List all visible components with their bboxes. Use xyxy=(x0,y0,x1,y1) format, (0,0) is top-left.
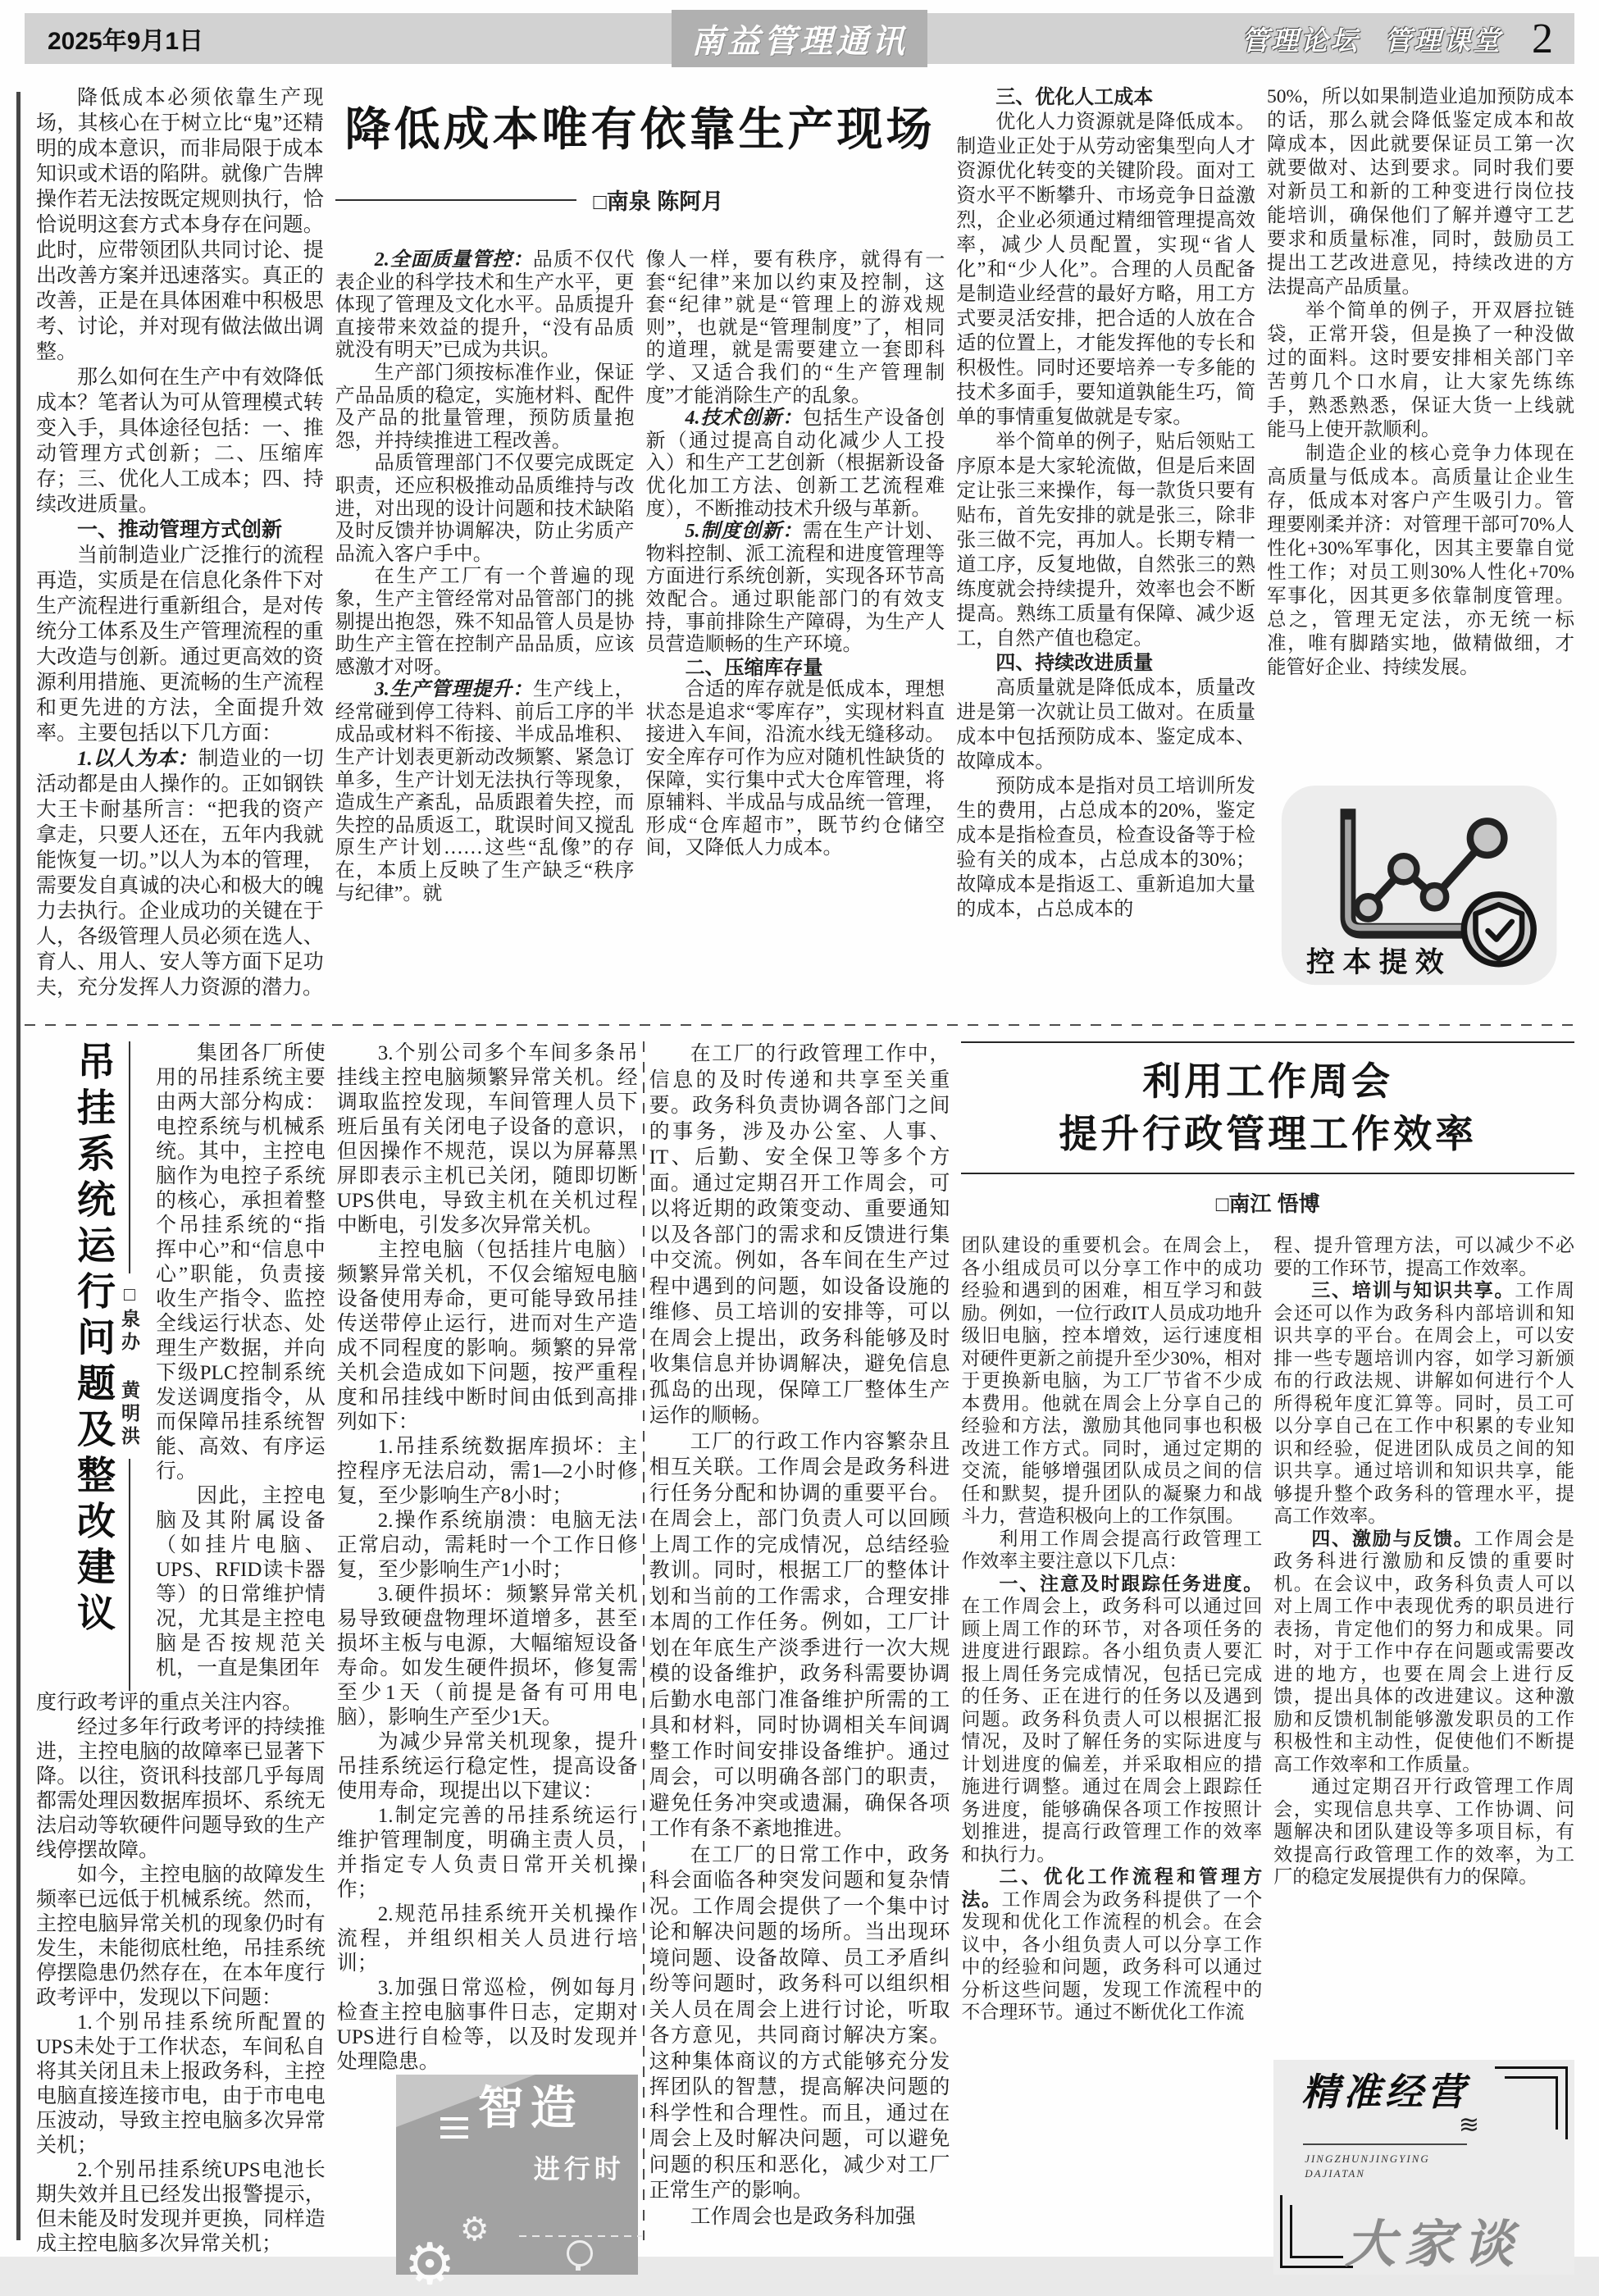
paragraph: 50%，所以如果制造业追加预防成本的话，那么就会降低鉴定成本和故障成本，因此就要保证员工第一次就要做对、达到要求。同时我们要对新员工和新的工种变进行岗位技能培训，确保他们了解并遵守工艺要求和质量标准，同时，鼓励员工提出工艺改进意见，持续改进的方法提高产品质量。 xyxy=(1267,86,1574,298)
paragraph: 1.个别吊挂系统所配置的UPS未处于工作状态，车间私自将其关闭且未上报政务科，主控电脑直接连接市电，由于市电电压波动，导致主控电脑多次异常关机； xyxy=(36,2011,326,2157)
paragraph: 3.个别公司多个车间多条吊挂线主控电脑频繁异常关机。经调取监控发现，车间管理人员下班后虽有关闭电子设备的意识，但因操作不规范，误以为屏幕黑屏即表示主机已关闭，随即切断UPS供电，导致主机在关机过程中断电，引发多次异常关机。 xyxy=(336,1042,638,1237)
paragraph: 举个简单的例子，贴后领贴工序原本是大家轮流做，但是后来固定让张三来操作，每一款货只要有贴布，首先安排的就是张三，除非张三做不完，再加人。长期专精一道工序，反复地做，自然张三的熟练度就会持续提升，效率也会不断提高。熟练工质量有保障、减少返工，自然产值也稳定。 xyxy=(956,431,1255,649)
paragraph: 通过定期召开行政管理工作周会，实现信息共享、工作协调、问题解决和团队建设等多项目标，有效提高行政管理工作的效率，为工厂的稳定发展提供有力的保障。 xyxy=(1273,1776,1574,1887)
paragraph: 在工厂的行政管理工作中，信息的及时传递和共享至关重要。政务科负责协调各部门之间的事务，涉及办公室、人事、IT、后勤、安全保卫等多个方面。通过定期召开工作周会，可以将近期的政策变动、重要通知以及各部门的需求和反馈进行集中交流。例如，各车间在生产过程中遇到的问题，如设备设施的维修、员工培训的安排等，可以在周会上提出，政务科能够及时收集信息并协调解决，避免信息孤岛的出现，保障工厂整体生产运作的顺畅。 xyxy=(649,1043,950,1427)
cost-efficiency-badge xyxy=(1280,779,1563,1000)
paragraph: 三、培训与知识共享。工作周会还可以作为政务科内部培训和知识共享的平台。在周会上，可以安排一些专题培训内容，如学习新颁布的行政法规、讲解如何进行个人所得税年度汇算等。同时，员工可以分享自己在工作中积累的专业知识和经验，促进团队成员之间的知识共享。通过培训和知识共享，能够提升整个政务科的管理水平，提高工作效率。 xyxy=(1273,1279,1574,1526)
section-label-2: 管理课堂 xyxy=(1384,26,1502,57)
talk-badge-latin xyxy=(1305,2152,1430,2181)
paragraph: 4.技术创新：包括生产设备创新（通过提高自动化减少人工投入）和生产工艺创新（根据新设备优化加工方法、创新工艺流程难度），不断推动技术升级与革新。 xyxy=(645,408,945,520)
article2-title-area xyxy=(36,1041,326,1691)
paragraph-lead: 四、激励与反馈。 xyxy=(1311,1527,1474,1549)
paragraph: 高质量就是降低成本，质量改进是第一次就让员工做对。在质量成本中包括预防成本、鉴定成本、故障成本。 xyxy=(956,677,1255,772)
vertical-rule-bottom xyxy=(129,1459,130,1691)
talk-badge-title: 精准经营 xyxy=(1301,2071,1469,2113)
article2-author-column xyxy=(112,1041,148,1691)
paragraph-lead: 5.制度创新： xyxy=(685,521,803,543)
article1-author: □南泉 陈阿月 xyxy=(593,189,724,214)
paragraph: 程、提升管理方法，可以减少不必要的工作环节，提高工作效率。 xyxy=(1273,1235,1574,1278)
chart-line-icon xyxy=(1280,779,1563,994)
paragraph: 3.生产管理提升：生产线上，经常碰到停工待料、前后工序的半成品或材料不衔接、半成品堆积、生产计划表更新动改频繁、紧急订单多，生产计划无法执行等现象，造成生产紊乱，品质跟着失控，而失控的品质返工，耽误时间又搅乱原生产计划……这些“乱像”的存在，本质上反映了生产缺乏“秩序与纪律”。就 xyxy=(335,679,635,904)
scan-edge-artifact xyxy=(16,92,20,2240)
article1-column-5 xyxy=(1267,85,1574,1018)
paragraph: 1.制定完善的吊挂系统运行维护管理制度，明确主责人员，并指定专人负责日常开关机操作； xyxy=(336,1805,638,1901)
paragraph: 品质管理部门不仅要完成既定职责，还应积极推动品质维持与改进，对出现的设计问题和技术缺陷及时反馈并协调解决，防止劣质产品流入客户手中。 xyxy=(335,453,635,565)
smart-badge-line1: 智造 xyxy=(477,2082,583,2134)
article1-column-5-text xyxy=(1267,85,1574,680)
article3-title-line2: 提升行政管理工作效率 xyxy=(1059,1114,1478,1156)
paragraph: 2.全面质量管控：品质不仅代表企业的科学技术和生产水平，更体现了管理及文化水平。品质提升直接带来效益的提升，“没有品质就没有明天”已成为共识。 xyxy=(335,249,635,362)
section-heading: 三、优化人工成本 xyxy=(995,86,1154,108)
vertical-rule-top xyxy=(129,1041,130,1273)
paragraph-lead: 三、培训与知识共享。 xyxy=(1311,1279,1515,1301)
talk-badge-latin1: JINGZHUNJINGYING xyxy=(1305,2152,1430,2165)
paragraph: 2.操作系统崩溃：电脑无法正常启动，需耗时一个工作日修复，至少影响生产1小时； xyxy=(336,1510,638,1581)
article1-author-row xyxy=(335,184,945,216)
paragraph: 1.以人为本：制造业的一切活动都是由人操作的。正如钢铁大王卡耐基所言：“把我的资产拿走，只要人还在，五年内我就能恢复一切。”以人为本的管理，需要发自真诚的决心和极大的魄力去执行。企业成功的关键在于人，各级管理人员必须在选人、育人、用人、安人等方面下足功夫，充分发挥人力资源的潜力。 xyxy=(36,748,324,999)
paragraph: 工作周会也是政务科加强 xyxy=(690,2205,916,2228)
article3-block xyxy=(961,1041,1574,2275)
paragraph: 降低成本必须依靠生产现场，其核心在于树立比“鬼”还精明的成本意识，而非局限于成本知识或术语的陷阱。就像广告牌操作若无法按既定规则执行，恰恰说明这套方式本身存在问题。此时，应带领团队共同讨论、提出改善方案并迅速落实。真正的改善，正是在具体困难中积极思考、讨论，并对现有做法做出调整。 xyxy=(36,87,324,363)
paragraph: 在工厂的日常工作中，政务科会面临各种突发问题和复杂情况。工作周会提供了一个集中讨论和解决问题的场所。当出现环境问题、设备故障、员工矛盾纠纷等问题时，政务科可以组织相关人员在周会上进行讨论，听取各方意见，共同商讨解决方案。这种集体商议的方式能够充分发挥团队的智慧，提高解决问题的科学性和合理性。而且，通过在周会上及时解决问题，可以避免问题的积压和恶化，减少对工厂正常生产的影响。 xyxy=(649,1843,950,2202)
article1-column-1 xyxy=(25,85,324,1018)
paragraph: 5.制度创新：需在生产计划、物料控制、派工流程和进度管理等方面进行系统创新，实现各环节高效配合。通过职能部门的有效支持，事前排除生产障碍，为生产人员营造顺畅的生产环境。 xyxy=(645,521,945,656)
paragraph: 团队建设的重要机会。在周会上，各小组成员可以分享工作中的成功经验和遇到的困难，相互学习和鼓励。例如，一位行政IT人员成功地升级旧电脑，控本增效，运行速度相对硬件更新之前提升至少30%，相对于更换新电脑，为工厂节省不少成本费用。他就在周会上分享自己的经验和方法，激励其他同事也积极改进工作方式。同时，通过定期的交流，能够增强团队成员之间的信任和默契，提升团队的凝聚力和战斗力，营造积极向上的工作氛围。 xyxy=(961,1235,1263,1526)
paragraph: 2.个别吊挂系统UPS电池长期失效并且已经发出报警提示，但未能及时发现并更换，同样造成主控电脑多次异常关机； xyxy=(36,2159,326,2255)
paragraph: 2.规范吊挂系统开关机操作流程，并组织相关人员进行培训； xyxy=(336,1903,638,1975)
paragraph: 3.硬件损坏：频繁异常关机易导致硬盘物理坏道增多，甚至损坏主板与电源，大幅缩短设备寿命。如发生硬件损坏，修复需至少1天（前提是备有可用电脑），影响生产至少1天。 xyxy=(336,1583,638,1729)
gear-icon: ⚙ xyxy=(403,2232,456,2296)
title-rule xyxy=(961,1173,1574,1174)
article3-title-line1: 利用工作周会 xyxy=(1142,1061,1394,1104)
article1-title-block xyxy=(335,85,945,249)
paragraph: 工厂的行政工作内容繁杂且相互关联。工作周会是政务科进行任务分配和协调的重要平台。在周会上，部门负责人可以回顾上周工作的完成情况，总结经验教训。同时，根据工厂的整体计划和当前的工作需求，合理安排本周的工作任务。例如，工厂计划在年底生产淡季进行一次大规模的设备维护，政务科需要协调后勤水电部门准备维护所需的工具和材料，同时协调相关车间调整工作时间安排设备维护。通过周会，可以明确各部门的职责，避免任务冲突或遗漏，确保各项工作有条不紊地推进。 xyxy=(649,1430,950,1840)
paragraph: 优化人力资源就是降低成本。制造业正处于从劳动密集型向人才资源优化转变的关键阶段。面对工资水平不断攀升、市场竞争日益激烈，企业必须通过精细管理提高效率，减少人员配置，实现“省人化”和“少人化”。合理的人员配备是制造业经营的最好方略，用工方式要灵活安排，把合适的人放在合适的位置上，才能发挥他的专长和积极性。同时还要培养一专多能的技术多面手，要知道孰能生巧，简单的事情重复做就是专家。 xyxy=(956,112,1255,428)
wave-icon: ≋ xyxy=(1458,2112,1479,2139)
paragraph: 度行政考评的重点关注内容。 xyxy=(36,1692,303,1714)
circuit-line-decoration xyxy=(519,2235,642,2237)
paragraph-lead: 2.全面质量管控： xyxy=(374,249,533,271)
article1-column-3 xyxy=(646,249,945,1018)
corner-frame-icon xyxy=(1505,2076,1558,2130)
paragraph: 1.吊挂系统数据库损坏：主控程序无法启动，需1—2小时修复，至少影响生产8小时； xyxy=(336,1436,638,1507)
article1-column-2 xyxy=(335,249,635,1018)
paragraph: 制造企业的核心竞争力体现在高质量与低成本。高质量让企业生存，低成本对客户产生吸引力。管理要刚柔并济：对管理干部可70%人性化+30%军事化，因其主要靠自觉性工作；对员工则30%人性化+70%军事化，因其更多依靠制度管理。总之，管理无定法，亦无统一标准，唯有脚踏实地，做精做细，才能管好企业、持续发展。 xyxy=(1267,443,1574,678)
brand-box xyxy=(672,10,927,67)
section-heading: 二、压缩库存量 xyxy=(685,656,823,679)
smart-manufacturing-badge xyxy=(396,2075,638,2296)
shield-check-icon xyxy=(1464,895,1533,964)
talk-badge-latin2: DAJIATAN xyxy=(1305,2167,1365,2180)
lightbulb-icon xyxy=(567,2240,593,2266)
paragraph-lead: 1.以人为本： xyxy=(77,748,198,770)
brand-title: 南益管理通讯 xyxy=(691,22,908,60)
article2-column-2-text xyxy=(337,1041,638,2075)
paragraph: 利用工作周会提高行政管理工作效率主要注意以下几点： xyxy=(961,1528,1263,1571)
paragraph: 那么如何在生产中有效降低成本？笔者认为可从管理模式转变入手，具体途径包括：一、推动管理方式创新；二、压缩库存；三、优化人工成本；四、持续改进质量。 xyxy=(36,367,324,516)
paragraph: 3.加强日常巡检，例如每月检查主控电脑事件日志，定期对UPS进行自检等，以及时发现并处理隐患。 xyxy=(336,1977,638,2073)
article3-column-3-text xyxy=(1273,1234,1574,1888)
cost-badge-label: 控本提效 xyxy=(1306,946,1452,979)
article3-column-1 xyxy=(649,1041,950,2275)
paragraph: 为减少异常关机现象，提升吊挂系统运行稳定性，提高设备使用寿命，现提出以下建议： xyxy=(336,1731,638,1802)
paragraph: 当前制造业广泛推行的流程再造，实质是在信息化条件下对生产流程进行重新组合，是对传统分工体系及生产管理流程的重大改造与创新。通过更高效的资源利用措施、更流畅的生产流程和更先进的方法，全面提升效率。主要包括以下几方面： xyxy=(36,544,324,745)
issue-date: 2025年9月1日 xyxy=(48,28,204,55)
paragraph-lead: 二、优化工作流程和管理方法。 xyxy=(961,1866,1263,1910)
smart-badge-line2: 进行时 xyxy=(533,2154,625,2184)
article3-column-3 xyxy=(1273,1234,1574,2275)
paragraph-lead: 4.技术创新： xyxy=(685,408,803,430)
article2-author: □泉办 黄明洪 xyxy=(119,1283,140,1449)
page-number: 2 xyxy=(1532,15,1553,62)
talk-badge-subtitle: 大家谈 xyxy=(1344,2216,1522,2273)
header-bar xyxy=(25,13,1574,64)
paragraph: 预防成本是指对员工培训所发生的费用，占总成本的20%，鉴定成本是指检查员，检查设备等于检验有关的成本，占总成本的30%；故障成本是指返工、重新追加大量的成本，占总成本的 xyxy=(956,776,1255,920)
dashed-divider-horizontal xyxy=(25,1024,1574,1026)
paragraph: 集团各厂所使用的吊挂系统主要由两大部分构成：电控系统与机械系统。其中，主控电脑作为电控子系统的核心，承担着整个吊挂系统的“指挥中心”和“信息中心”职能，负责接收生产指令、监控全线运行状态、处理生产数据，并向下级PLC控制系统发送调度指令，从而保障吊挂系统智能、高效、有序运行。 xyxy=(156,1042,326,1483)
article2-full-text xyxy=(36,1691,326,2257)
paragraph-lead: 一、注意及时跟踪任务进度。 xyxy=(999,1572,1263,1594)
section-label-1: 管理论坛 xyxy=(1241,26,1360,57)
article-cost-reduction xyxy=(25,85,1574,1018)
section-heading: 一、推动管理方式创新 xyxy=(77,518,283,541)
paragraph: 主控电脑（包括挂片电脑）频繁异常关机，不仅会缩短电脑设备使用寿命，更可能导致吊挂传送带停止运行，进而对生产造成不同程度的影响。频繁的异常关机会造成如下问题，按严重程度和吊挂线中断时间由低到高排列如下： xyxy=(336,1239,638,1433)
author-rule xyxy=(335,199,577,201)
article2-narrow-text xyxy=(154,1041,326,1691)
header-right xyxy=(1241,15,1553,63)
paragraph: 四、激励与反馈。工作周会是政务科进行激励和反馈的重要时机。在会议中，政务科负责人可以对上周工作中表现优秀的职员进行表扬，肯定他们的努力和成果。同时，对于工作中存在问题或需要改进的地方，也要在周会上进行反馈，提出具体的改进建议。这种激励和反馈机制能够激发职员的工作积极性和主动性，促使他们不断提高工作效率和工作质量。 xyxy=(1273,1527,1574,1774)
gear-icon: ⚙ xyxy=(459,2212,490,2248)
article3-column-2 xyxy=(961,1234,1262,2275)
precision-management-badge xyxy=(1273,2060,1574,2275)
article2-column-1 xyxy=(25,1041,326,2275)
menu-lines-icon xyxy=(440,2117,468,2139)
section-heading: 四、持续改进质量 xyxy=(995,652,1154,674)
paragraph: 像人一样，要有秩序，就得有一套“纪律”来加以约束及控制，这套“纪律”就是“管理上的游戏规则”，也就是“管理制度”了，相同的道理，就是需要建立一套即科学、又适合我们的“生产管理制度”才能消除生产的乱象。 xyxy=(645,249,945,407)
paragraph: 合适的库存就是低成本，理想状态是追求“零库存”，实现材料直接进入车间，沿流水线无缝移动。安全库存可作为应对随机性缺货的保障，实行集中式大仓库管理，将原辅料、半成品与成品统一管理，形成“仓库超市”，既节约仓储空间，又降低人力成本。 xyxy=(645,679,945,859)
paragraph: 因此，主控电脑及其附属设备（如挂片电脑、UPS、RFID读卡器等）的日常维护情况，尤其是主控电脑是否按规范关机，一直是集团年 xyxy=(156,1485,326,1679)
article3-columns xyxy=(961,1234,1574,2275)
paragraph: 如今，主控电脑的故障发生频率已远低于机械系统。然而，主控电脑异常关机的现象仍时有发生，未能彻底杜绝，吊挂系统停摆隐患仍然存在，在本年度行政考评中，发现以下问题： xyxy=(36,1864,326,2009)
paragraph: 经过多年行政考评的持续推进，主控电脑的故障率已显著下降。以往，资讯科技部几乎每周都需处理因数据库损坏、系统无法启动等软硬件问题导致的生产线停摆故障。 xyxy=(36,1716,326,1861)
paragraph: 在生产工厂有一个普遍的现象，生产主管经常对品管部门的挑剔提出抱怨，殊不知品管人员是协助生产主管在控制产品品质，应该感激才对呀。 xyxy=(335,566,635,678)
paragraph: 生产部门须按标准作业，保证产品品质的稳定，实施材料、配件及产品的批量管理，预防质量抱怨，并持续推进工程改善。 xyxy=(335,362,635,452)
paragraph: 二、优化工作流程和管理方法。工作周会为政务科提供了一个发现和优化工作流程的机会。在会议中，各小组负责人可以分享工作中的经验和问题，政务科可以通过分析这些问题，发现工作流程中的不合理环节。通过不断优化工作流 xyxy=(961,1866,1263,2022)
bottom-section xyxy=(25,1041,1574,2296)
corner-frame-icon xyxy=(1290,2205,1343,2258)
article1-column-4 xyxy=(956,85,1255,1018)
article1-title: 降低成本唯有依靠生产现场 xyxy=(344,105,936,156)
article2-vertical-title: 吊挂系统运行问题及整改建议 xyxy=(71,1041,114,1638)
article3-author: □南江 悟博 xyxy=(1215,1191,1320,1216)
article2-column-2 xyxy=(336,1041,638,2296)
paragraph-lead: 3.生产管理提升： xyxy=(374,679,533,701)
article3-title-block xyxy=(961,1041,1574,1218)
paragraph: 一、注意及时跟踪任务进度。在工作周会上，政务科可以通过回顾上周工作的环节，对各项任务的进度进行跟踪。各小组负责人要汇报上周任务完成情况，包括已完成的任务、正在进行的任务以及遇到问题。政务科负责人可以根据汇报情况，及时了解任务的实际进度与计划进度的偏差，并采取相应的措施进行调整。通过在周会上跟踪任务进度，能够确保各项工作按照计划推进，提高行政管理工作的效率和执行力。 xyxy=(961,1572,1263,1865)
talk-badge-rule xyxy=(1303,2143,1467,2145)
paragraph: 举个简单的例子，开双唇拉链袋，正常开袋，但是换了一种没做过的面料。这时要安排相关部门辛苦剪几个口水肩，让大家先练练手，熟悉熟悉，保证大货一上线就能马上使开款顺利。 xyxy=(1267,300,1574,440)
